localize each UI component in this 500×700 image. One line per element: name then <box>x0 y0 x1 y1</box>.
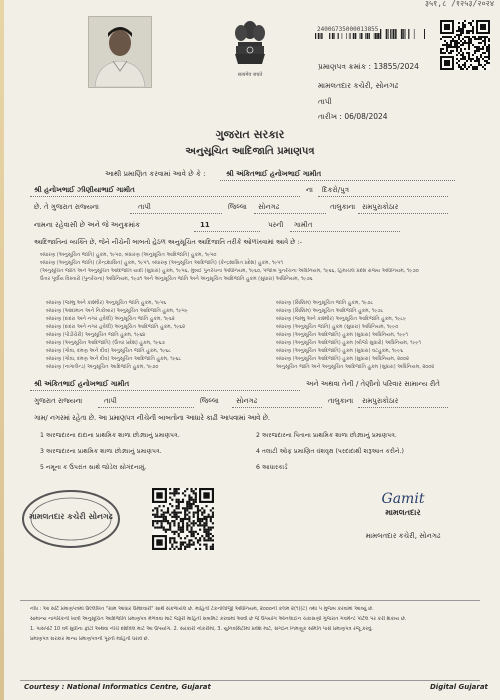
certificate-number-label: પ્રમાણપત્ર ક્રમાંક : <box>318 62 372 71</box>
order-intro: આદિજાતિનાં વ્યક્તિ છે, જેને નીચેની બાબતો હેઠળ અનુસૂચિત આદિજાતિ તરીકે ઓળખવામાં આવે છે :- <box>34 238 302 246</box>
national-emblem-icon <box>230 14 270 72</box>
village-label: નામના રહેવાસી છે અને જે અનુક્રમાંક <box>34 221 141 229</box>
order-right-item: બંધારણ (અનુસૂચિત આદિજાતિ) હુકમ (સુધારા) અધિનિયમ, ૨૦૦૨ <box>276 356 409 362</box>
order-left-item: બંધારણ (જમ્મુ અને કાશ્મીર) અનુસૂચિત જાતિ હુકમ, ૧૯૫૬ <box>46 300 167 306</box>
evidence-item: 4 તલાટી ઓફ પ્રમાણિત વંશવૃક્ષ (પરદાદાથી શરૂઆત કરીને.) <box>256 448 404 455</box>
order-right-item: બંધારણ (અનુસૂચિત આદિજાતિ) હુકમ (બીજો સુધારો) અધિનિયમ, ૧૯૯૧ <box>276 340 421 346</box>
order-right-item: બંધારણ (અનુસૂચિત જાતિ) હુકમ (સુધારા) અધિનિયમ, ૧૯૯૦ <box>276 324 399 330</box>
order-left-item: બંધારણ (દાદરા અને નગર હવેલી) અનુસૂચિત જાતિ હુકમ, ૧૯૬૨ <box>46 316 175 322</box>
order-right-item: બંધારણ (સિક્કિમ) અનુસૂચિત જાતિ હુકમ, ૧૯૭૮ <box>276 300 374 306</box>
issue-date-row <box>318 112 388 122</box>
footnote: નોંધ : આ સર્ટિ પ્રમાણપત્રમાં ઉલ્લેખિત "ગ્રામ આધાર ઉમેદવારી" સાથે સંકળાયેલ છે. માહિતી ટેકનોલોજી અધિનિયમ, ૨૦૦૦ની કલમ ૨(૧)(ટ) તથા ૫ મુજબ કરવામાં આવ્યું છે. <box>30 606 374 612</box>
taluka-value: રામપુરાકોઠાર <box>362 203 399 211</box>
caste-label: પરની <box>268 221 284 229</box>
taluka-label: તાલુકાના <box>330 203 356 211</box>
office-seal <box>20 488 122 550</box>
issuing-taluka: તાપી <box>318 97 332 106</box>
order-left-item: બંધારણ (નાગાલેન્ડ) અનુસૂચિત આદિજાતિ હુકમ, ૧૯૭૦ <box>46 364 159 370</box>
evidence-item: 3 અરજદારના પ્રાથમિક શાળા છોડ્યાનું પ્રમાણપત્ર. <box>40 448 162 455</box>
barcode-number: 2400G735000013855 <box>317 26 379 33</box>
father-name: શ્રી હનોખભાઈ ઝીણીયાભાઈ ગામીત <box>34 186 135 194</box>
order-left-item: બંધારણ (ગોવા, દમણ અને દીવ) અનુસૂચિત જાતિ હુકમ, ૧૯૬૮ <box>46 348 171 354</box>
signature-block <box>348 492 458 541</box>
emblem-caption: सत्यमेव जयते <box>237 72 263 78</box>
order-line: (અનુસૂચિત જાતિ અને અનુસૂચિત આદિજાતિ યાદી (સુધારા) હુકમ, ૧૯૫૬, મુંબઈ પુનર્રચના અધિનિયમ, ૧૯૬૦, પંજાબ પુનર્રચના અધિનિયમ, ૧૯૬૬, હિમાચલ પ્રદેશ રાજ્ય અધિનિયમ, ૧૯૭૦ <box>40 268 419 274</box>
applicant-name: શ્રી અંકિતભાઈ હનોખભાઈ ગામીત <box>226 170 322 178</box>
state-label: છે. તે ગુજરાત રાજ્યના <box>34 203 99 211</box>
residence-district-label: જિલ્લા <box>200 397 219 405</box>
caste-value: ગામીત <box>294 221 313 229</box>
footnote: સામાન્ય નાગરિકની ખાત્રી અનુસૂચિત આદિજાતિ પ્રમાણપત્ર મેળવવા માટે જરૂરી માહિતી સબમિટ કરવામાં આવી છે જે ઉપયોગ ઓનલાઈન ચકાસણી ગુજરાત ગવર્મેન્ટ પોર્ટલ પર કરી શકાય છે. <box>30 616 407 622</box>
order-left-item: બંધારણ (ગોવા, દમણ અને દીવ) અનુસૂચિત આદિજાતિ હુકમ, ૧૯૬૮ <box>46 356 182 362</box>
certificate-number-row <box>318 62 419 72</box>
issue-date: 06/08/2024 <box>344 112 388 121</box>
order-left-item: બંધારણ (પોંડીચેરી) અનુસૂચિત જાતિ હુકમ, ૧૯૬૪ <box>46 332 146 338</box>
order-right-item: બંધારણ (જમ્મુ અને કાશ્મીર) અનુસૂચિત આદિજાતિ હુકમ, ૧૯૮૯ <box>276 316 407 322</box>
footer-courtesy: Courtesy : National Informatics Centre, Gujarat <box>24 683 211 691</box>
state-value: તાપી <box>138 203 151 211</box>
certify-prefix: આથી પ્રમાણિત કરવામાં આવે છે કે : <box>105 170 206 178</box>
residence-district-value: સોનગઢ <box>236 397 258 405</box>
order-line: ઉત્તર પૂર્વીય વિસ્તારો (પુનર્રચના) અધિનિયમ, ૧૯૭૧ અને અનુસૂચિત જાતિ અને અનુસૂચિત આદિજાતિ હુકમ (સુધારા) અધિનિયમ, ૧૯૭૬ <box>40 276 313 282</box>
residence-village-line: ગામ/ નગરમાં રહેતા છે. આ પ્રમાણપત્ર નીચેની બાબતોના આધારે કાઢી આપવામાં આવે છે. <box>34 414 270 422</box>
residence-state-label: ગુજરાત રાજ્યના <box>34 397 83 405</box>
relation: દિકરો/પુત્ર <box>322 186 350 194</box>
signatory-office: મામલતદાર કચેરી, સોનગઢ <box>365 532 441 540</box>
residence-text: અને અથવા તેની / તેણીનો પરિવાર સામાન્ય રીતે <box>306 380 440 388</box>
government-title: ગુજરાત સરકાર <box>215 128 285 141</box>
district-value: સોનગઢ <box>258 203 280 211</box>
page-edge <box>0 0 4 700</box>
applicant-photo <box>88 16 152 88</box>
top-reference-number: ३५१,८ /१२५३/२०२४ <box>424 0 494 8</box>
order-left-item: બંધારણ (અનુસૂચિત આદિજાતિ) (ઉત્તર પ્રદેશ) હુકમ, ૧૯૬૭ <box>46 340 165 346</box>
issuing-office: મામલતદાર કચેરી, સોનગઢ <box>318 81 399 90</box>
issue-date-label: તારીખ : <box>318 112 342 121</box>
evidence-item: 5 નમૂના ક ઉપરાંત સાથે જોડેલ સોગંદનામું. <box>40 464 147 471</box>
footnote: 1. પાસપોર્ટ 10 વર્ષ સુધીના ફોટો અથવા નીચે દર્શાવેલ માટે આ ઉપયોગ. 2. સરકારી નોકરીમાં, 3. યુનિવર્સિટીમાં પ્રવેશ માટે, સંગઠન નિમણૂક સમિતિ પાસે પ્રમાણપત્ર રજૂ કરવું. <box>30 626 373 632</box>
order-right-item: અનુસૂચિત જાતિ અને અનુસૂચિત આદિજાતિ હુકમ (સુધારા) અધિનિયમ, ૨૦૦૨ <box>276 364 435 370</box>
certificate-title: અનુસૂચિત આદિજાતિ પ્રમાણપત્ર <box>185 146 315 157</box>
district-label: જિલ્લા <box>228 203 247 211</box>
footnote: પ્રમાણપત્ર સરકાર માન્ય પ્રમાણપત્રની પૂરતી માહિતી ધરાવે છે. <box>30 636 150 642</box>
residence-taluka-value: રામપુરાકોઠાર <box>362 397 399 405</box>
relation-prefix: ના <box>306 186 313 194</box>
order-line: બંધારણ (અનુસૂચિત જાતિ) હુકમ, ૧૯૫૦, બંધારણ (અનુસૂચિત આદિજાતિ) હુકમ, ૧૯૫૦ <box>40 252 217 258</box>
order-left-item: બંધારણ (દાદરા અને નગર હવેલી) અનુસૂચિત આદિજાતિ હુકમ, ૧૯૬૨ <box>46 324 186 330</box>
residence-taluka-label: તાલુકાના <box>328 397 354 405</box>
verification-qr-code-icon <box>152 488 214 550</box>
qr-code-icon <box>440 20 490 70</box>
order-left-item: બંધારણ (આંદામાન અને નિકોબાર) અનુસૂચિત આદિજાતિ હુકમ, ૧૯૫૯ <box>46 308 188 314</box>
resident-name: શ્રી અંકિતભાઈ હનોખભાઈ ગામીત <box>34 380 130 388</box>
village-serial: 11 <box>200 221 210 229</box>
certificate-number: 13855/2024 <box>373 62 419 71</box>
evidence-item: 1 અરજદારના દાદાના પ્રાથમિક શાળા છોડ્યાનું પ્રમાણપત્ર. <box>40 432 180 439</box>
residence-state-value: તાપી <box>104 397 117 405</box>
order-right-item: બંધારણ (સિક્કિમ) અનુસૂચિત આદિજાતિ હુકમ, ૧૯૭૮ <box>276 308 384 314</box>
signature-scribble: Gamit <box>381 491 425 507</box>
evidence-item: 6 આધારકાર્ડ <box>256 464 288 471</box>
seal-text: મામલતદાર કચેરી સોનગઢ <box>29 512 113 521</box>
footer-brand: Digital Gujarat <box>430 683 488 691</box>
order-line: બંધારણ (અનુસૂચિત જાતિ) (કેન્દ્રશાસિત) હુકમ, ૧૯૫૧, બંધારણ (અનુસૂચિત આદિજાતિ) (કેન્દ્રશાસિત પ્રદેશ) હુકમ, ૧૯૫૧ <box>40 260 283 266</box>
order-right-item: બંધારણ (અનુસૂચિત આદિજાતિ) હુકમ (સુધારા) અધિનિયમ, ૧૯૯૧ <box>276 332 408 338</box>
order-right-item: બંધારણ (અનુસૂચિત આદિજાતિ) હુકમ (સુધારા) વટહુકમ, ૧૯૯૬ <box>276 348 404 354</box>
signatory-title: મામલતદાર <box>385 508 421 517</box>
evidence-item: 2 અરજદારના પિતાના પ્રાથમિક શાળા છોડ્યાનું પ્રમાણપત્ર. <box>256 432 397 439</box>
